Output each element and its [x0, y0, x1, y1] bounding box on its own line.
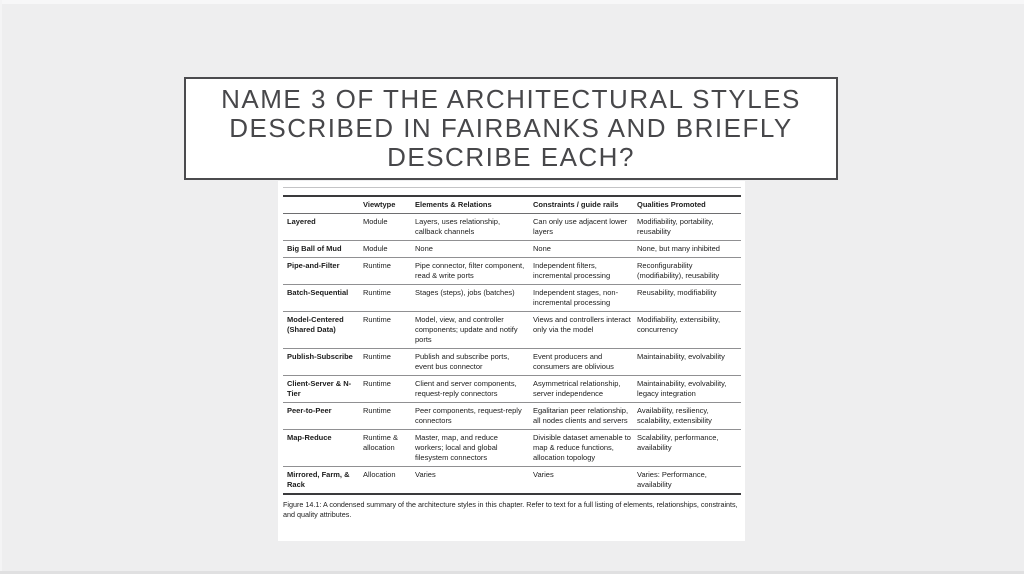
- column-header-constraints: Constraints / guide rails: [533, 196, 637, 214]
- column-header-style: [283, 196, 363, 214]
- row-cell: Can only use adjacent lower layers: [533, 214, 637, 241]
- row-cell: Varies: Performance, availability: [637, 467, 741, 495]
- row-cell: Runtime: [363, 285, 415, 312]
- row-cell: None: [415, 241, 533, 258]
- row-cell: Independent filters, incremental processing: [533, 258, 637, 285]
- row-cell: Module: [363, 214, 415, 241]
- row-cell: Layers, uses relationship, callback channels: [415, 214, 533, 241]
- row-cell: Varies: [533, 467, 637, 495]
- title-line-1: NAME 3 OF THE ARCHITECTURAL STYLES: [221, 84, 801, 114]
- column-header-qualities: Qualities Promoted: [637, 196, 741, 214]
- row-cell: Runtime: [363, 376, 415, 403]
- row-cell: Availability, resiliency, scalability, extensibility: [637, 403, 741, 430]
- table-row: [283, 312, 741, 349]
- row-cell: None: [533, 241, 637, 258]
- top-edge-strip: [0, 0, 1024, 4]
- row-cell: Maintainability, evolvability: [637, 349, 741, 376]
- row-cell: Scalability, performance, availability: [637, 430, 741, 467]
- row-cell: Reusability, modifiability: [637, 285, 741, 312]
- row-cell: Independent stages, non-incremental processing: [533, 285, 637, 312]
- row-style-name: Model-Centered (Shared Data): [283, 312, 363, 349]
- title-line-2: DESCRIBED IN FAIRBANKS AND BRIEFLY: [229, 113, 793, 143]
- row-cell: Asymmetrical relationship, server independence: [533, 376, 637, 403]
- row-style-name: Peer-to-Peer: [283, 403, 363, 430]
- row-cell: Stages (steps), jobs (batches): [415, 285, 533, 312]
- column-header-elements: Elements & Relations: [415, 196, 533, 214]
- table-header: [283, 196, 741, 214]
- table-row: [283, 403, 741, 430]
- table-row: [283, 258, 741, 285]
- row-cell: Runtime: [363, 312, 415, 349]
- figure-caption: Figure 14.1: A condensed summary of the architecture styles in this chapter. Refer to text for a full listing of elements, relationships, constraints, and quality attributes.: [283, 500, 738, 519]
- row-cell: Model, view, and controller components; update and notify ports: [415, 312, 533, 349]
- title-line-3: DESCRIBE EACH?: [387, 142, 635, 172]
- table-header-row: [283, 196, 741, 214]
- row-style-name: Pipe-and-Filter: [283, 258, 363, 285]
- row-style-name: Map-Reduce: [283, 430, 363, 467]
- row-cell: Pipe connector, filter component, read & write ports: [415, 258, 533, 285]
- table-body: [283, 214, 741, 495]
- row-style-name: Mirrored, Farm, & Rack: [283, 467, 363, 495]
- row-style-name: Layered: [283, 214, 363, 241]
- row-cell: Reconfigurability (modifiability), reusability: [637, 258, 741, 285]
- row-cell: Modifiability, portability, reusability: [637, 214, 741, 241]
- row-cell: Runtime: [363, 403, 415, 430]
- table-row: [283, 349, 741, 376]
- row-cell: Modifiability, extensibility, concurrency: [637, 312, 741, 349]
- row-cell: Maintainability, evolvability, legacy integration: [637, 376, 741, 403]
- row-cell: Publish and subscribe ports, event bus connector: [415, 349, 533, 376]
- figure-top-hairline: [283, 187, 741, 188]
- row-cell: Allocation: [363, 467, 415, 495]
- row-cell: Runtime: [363, 258, 415, 285]
- title-box: [184, 77, 838, 180]
- row-cell: None, but many inhibited: [637, 241, 741, 258]
- row-cell: Client and server components, request-reply connectors: [415, 376, 533, 403]
- row-cell: Divisible dataset amenable to map & reduce functions, allocation topology: [533, 430, 637, 467]
- row-cell: Runtime & allocation: [363, 430, 415, 467]
- column-header-viewtype: Viewtype: [363, 196, 415, 214]
- row-cell: Views and controllers interact only via the model: [533, 312, 637, 349]
- row-style-name: Publish-Subscribe: [283, 349, 363, 376]
- left-edge-strip: [0, 0, 2, 574]
- row-cell: Egalitarian peer relationship, all nodes clients and servers: [533, 403, 637, 430]
- row-style-name: Big Ball of Mud: [283, 241, 363, 258]
- table-row: [283, 214, 741, 241]
- table-row: [283, 241, 741, 258]
- row-cell: Module: [363, 241, 415, 258]
- figure-image: [278, 181, 745, 541]
- row-cell: Runtime: [363, 349, 415, 376]
- table-row: [283, 467, 741, 495]
- row-cell: Event producers and consumers are oblivious: [533, 349, 637, 376]
- row-style-name: Client-Server & N-Tier: [283, 376, 363, 403]
- table-row: [283, 430, 741, 467]
- row-cell: Master, map, and reduce workers; local and global filesystem connectors: [415, 430, 533, 467]
- row-cell: Varies: [415, 467, 533, 495]
- table-row: [283, 376, 741, 403]
- architecture-styles-table: [283, 195, 741, 495]
- row-cell: Peer components, request-reply connectors: [415, 403, 533, 430]
- row-style-name: Batch-Sequential: [283, 285, 363, 312]
- table-row: [283, 285, 741, 312]
